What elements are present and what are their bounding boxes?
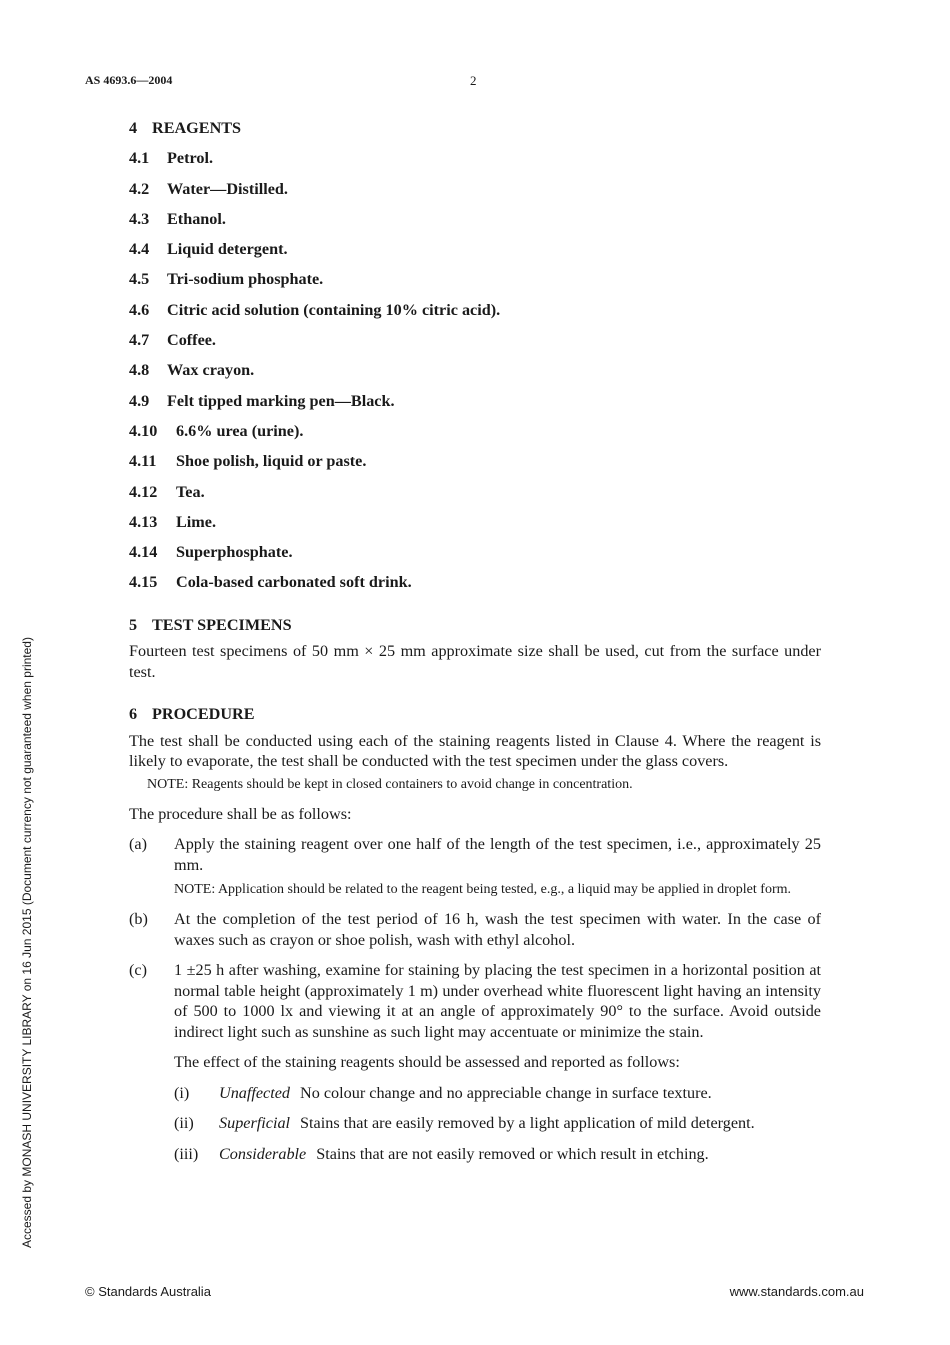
- section-6-heading: [129, 704, 821, 725]
- document-id: AS 4693.6—2004: [85, 73, 173, 87]
- rating-term: Considerable: [219, 1144, 307, 1163]
- item-text: Tri-sodium phosphate.: [167, 270, 324, 289]
- item-text: Superphosphate.: [176, 543, 293, 562]
- page-body: [129, 118, 821, 1164]
- section-5-heading: [129, 615, 821, 636]
- footer-copyright: © Standards Australia: [85, 1284, 211, 1299]
- step-label: (c): [129, 961, 147, 980]
- item-number: 4.8: [129, 361, 150, 380]
- item-number: 4.7: [129, 331, 150, 350]
- item-text: Lime.: [176, 512, 217, 531]
- reagent-list: [129, 148, 821, 593]
- procedure-note: NOTE: Reagents should be kept in closed containers to avoid change in concentration.: [147, 776, 633, 792]
- item-number: 4.15: [129, 573, 158, 592]
- rating-term: Unaffected: [219, 1083, 291, 1102]
- reagent-item: [129, 391, 821, 412]
- reagent-item: [129, 482, 821, 503]
- reagent-item: [129, 300, 821, 321]
- procedure-step: [129, 834, 821, 899]
- section-number: 5: [129, 615, 138, 634]
- item-number: 4.11: [129, 452, 157, 471]
- rating-text: Stains that are not easily removed or which result in etching.: [316, 1144, 709, 1163]
- item-text: Tea.: [176, 482, 205, 501]
- specimens-paragraph: Fourteen test specimens of 50 mm × 25 mm approximate size shall be used, cut from the surface under test.: [129, 642, 821, 681]
- access-watermark: Accessed by MONASH UNIVERSITY LIBRARY on 16 Jun 2015 (Document currency not guaranteed when printed): [20, 637, 34, 1248]
- step-label: (a): [129, 835, 147, 854]
- reagent-item: [129, 572, 821, 593]
- step-text: At the completion of the test period of 16 h, wash the test specimen with water. In the case of waxes such as crayon or shoe polish, wash with ethyl alcohol.: [174, 910, 821, 949]
- item-number: 4.13: [129, 512, 158, 531]
- item-text: Liquid detergent.: [167, 240, 288, 259]
- reagent-item: [129, 451, 821, 472]
- reagent-item: [129, 421, 821, 442]
- reagent-item: [129, 239, 821, 260]
- item-number: 4.3: [129, 209, 150, 228]
- rating-text: No colour change and no appreciable change in surface texture.: [300, 1083, 712, 1102]
- footer-website-link[interactable]: www.standards.com.au: [729, 1284, 864, 1299]
- section-4-heading: [129, 118, 821, 139]
- rating-item: [174, 1144, 821, 1165]
- item-number: 4.5: [129, 270, 150, 289]
- item-text: Wax crayon.: [167, 361, 255, 380]
- rating-item: [174, 1113, 821, 1134]
- assessment-lead: The effect of the staining reagents should be assessed and reported as follows:: [174, 1053, 680, 1072]
- step-label: (b): [129, 910, 148, 929]
- rating-term: Superficial: [219, 1114, 291, 1133]
- procedure-step: [129, 960, 821, 1164]
- item-text: Ethanol.: [167, 209, 226, 228]
- rating-text: Stains that are easily removed by a light application of mild detergent.: [300, 1114, 755, 1133]
- reagent-item: [129, 542, 821, 563]
- item-number: 4.6: [129, 300, 150, 319]
- item-text: 6.6% urea (urine).: [176, 421, 304, 440]
- item-text: Petrol.: [167, 149, 213, 168]
- section-title: TEST SPECIMENS: [152, 615, 292, 634]
- step-text: 1 ±25 h after washing, examine for staining by placing the test specimen in a horizontal position at normal table height (approximately 1 m) under overhead white fluorescent light having an intensity of 500 to 1000 lx and viewing it at an angle of approximately 90° to the surface. Avoid outside indirect light such as sunshine as such light may accentuate or minimize the stain.: [174, 961, 821, 1041]
- item-text: Citric acid solution (containing 10% citric acid).: [167, 300, 501, 319]
- reagent-item: [129, 269, 821, 290]
- procedure-step: [129, 909, 821, 950]
- step-note: NOTE: Application should be related to the reagent being tested, e.g., a liquid may be applied in droplet form.: [174, 882, 791, 898]
- reagent-item: [129, 209, 821, 230]
- item-text: Water—Distilled.: [167, 179, 288, 198]
- item-text: Cola-based carbonated soft drink.: [176, 573, 412, 592]
- step-text: Apply the staining reagent over one half of the length of the test specimen, i.e., approximately 25 mm.: [174, 835, 821, 874]
- procedure-lead: The procedure shall be as follows:: [129, 804, 352, 823]
- item-number: 4.9: [129, 391, 150, 410]
- section-title: REAGENTS: [152, 119, 242, 137]
- rating-label: (ii): [174, 1114, 194, 1133]
- procedure-intro: The test shall be conducted using each of the staining reagents listed in Clause 4. Where the reagent is likely to evaporate, the test shall be conducted with the test specimen under the glass covers.: [129, 731, 821, 771]
- section-title: PROCEDURE: [152, 705, 255, 724]
- reagent-item: [129, 512, 821, 533]
- item-number: 4.10: [129, 421, 158, 440]
- item-number: 4.4: [129, 240, 150, 259]
- reagent-item: [129, 330, 821, 351]
- section-number: 4: [129, 119, 138, 137]
- item-text: Coffee.: [167, 331, 216, 350]
- rating-label: (iii): [174, 1144, 199, 1163]
- reagent-item: [129, 148, 821, 169]
- item-text: Felt tipped marking pen—Black.: [167, 391, 395, 410]
- page-number: 2: [470, 73, 477, 88]
- rating-item: [174, 1083, 821, 1104]
- reagent-item: [129, 179, 821, 200]
- item-number: 4.2: [129, 179, 150, 198]
- item-text: Shoe polish, liquid or paste.: [176, 452, 367, 471]
- item-number: 4.12: [129, 482, 158, 501]
- rating-label: (i): [174, 1083, 190, 1102]
- item-number: 4.14: [129, 543, 158, 562]
- reagent-item: [129, 360, 821, 381]
- item-number: 4.1: [129, 149, 150, 168]
- section-number: 6: [129, 705, 138, 724]
